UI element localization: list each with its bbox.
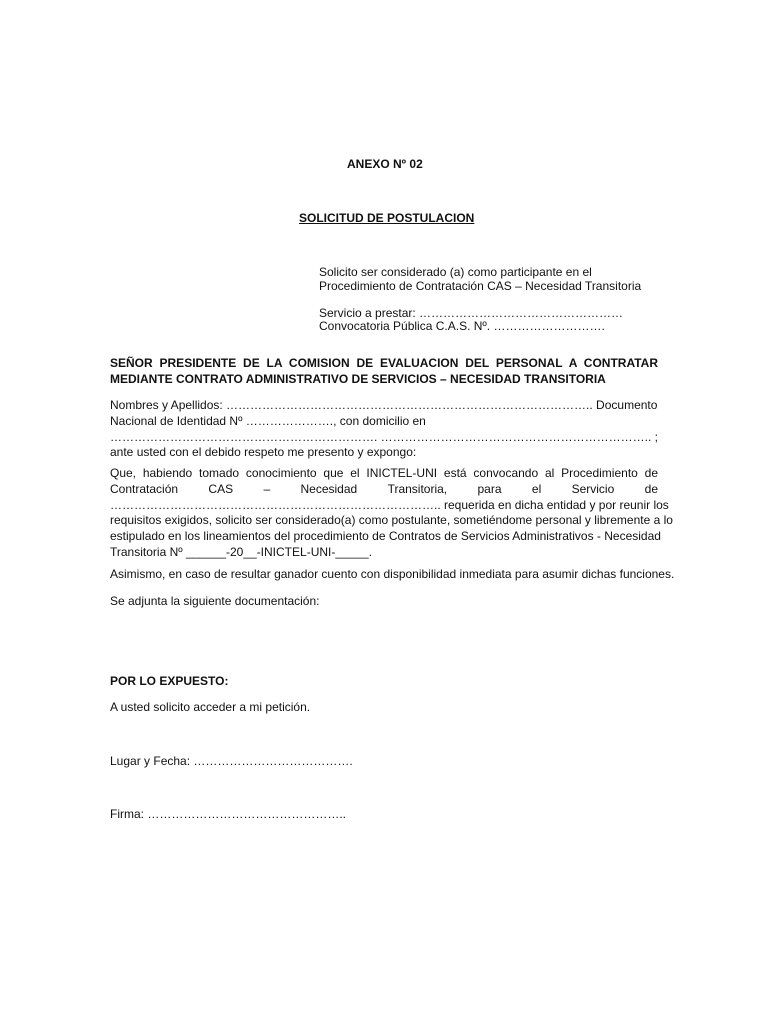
body-line-1-text: Que, habiendo tomado conocimiento que el INICTEL-UNI está convocando al Procedimiento de [110,466,658,480]
body-line-2-word: Transitoria, [387,481,448,496]
body-line-2-word: CAS [208,481,234,496]
annex-title: ANEXO Nº 02 [347,157,423,171]
signature-field: Firma: ………………………………………….. [110,807,346,821]
body-line-2-word: – [263,481,271,496]
attachments-text: Se adjunta la siguiente documentación: [110,594,320,608]
service-to-provide-field: Servicio a prestar: …………………………………………… [319,306,624,320]
form-title: SOLICITUD DE POSTULACION [299,211,475,225]
place-date-field: Lugar y Fecha: …………………………………. [110,754,353,768]
body-line-5: estipulado en los lineamientos del procedimiento de Contratos de Servicios Administrativos - Necesidad [110,529,661,544]
applicant-paragraph [110,398,658,461]
body-line-4: requisitos exigidos, solicito ser considerado(a) como postulante, sometiéndome personal y libremente a lo [110,513,673,528]
applicant-name-line: Nombres y Apellidos: ……………………………………………………………………………….. Documento [110,398,658,412]
public-call-number-field: Convocatoria Pública C.A.S. Nº. ………………………. [319,319,605,333]
body-line-1 [110,466,658,482]
request-line-2: Procedimiento de Contratación CAS – Necesidad Transitoria [319,279,642,293]
body-line-2-word: el [531,481,542,496]
body-line-2-word: de [644,481,658,496]
body-line-2-word: Servicio [571,481,615,496]
body-line-2-word: Contratación [110,481,179,496]
body-line-6: Transitoria Nº ______-20__-INICTEL-UNI-_____. [110,544,373,559]
body-line-2 [110,482,658,498]
body-line-2-word: para [477,481,502,496]
request-line-1: Solicito ser considerado (a) como participante en el [319,265,592,279]
applicant-address-line: …………………………………………………………. ………………………………………………………….. ; [110,429,659,444]
body-paragraph [110,466,673,561]
addressee-heading: SEÑOR PRESIDENTE DE LA COMISION DE EVALUACION DEL PERSONAL A CONTRATAR MEDIANTE CONTRATO ADMINISTRATIVO DE SERVICIOS – NECESIDAD TRANSITORIA [110,356,658,386]
availability-text: Asimismo, en caso de resultar ganador cuento con disponibilidad inmediata para asumir dichas funciones. [110,567,675,581]
petition-text: A usted solicito acceder a mi petición. [110,700,311,714]
body-line-2-word: Necesidad [300,481,358,496]
body-line-3: ……………………………………………………………………….. requerida en dicha entidad y por reunir los [110,497,669,512]
applicant-closing-line: ante usted con el debido respeto me presento y expongo: [110,445,417,460]
closing-heading: POR LO EXPUESTO: [110,674,229,688]
applicant-id-line: Nacional de Identidad Nº …………………., con domicilio en [110,413,426,428]
